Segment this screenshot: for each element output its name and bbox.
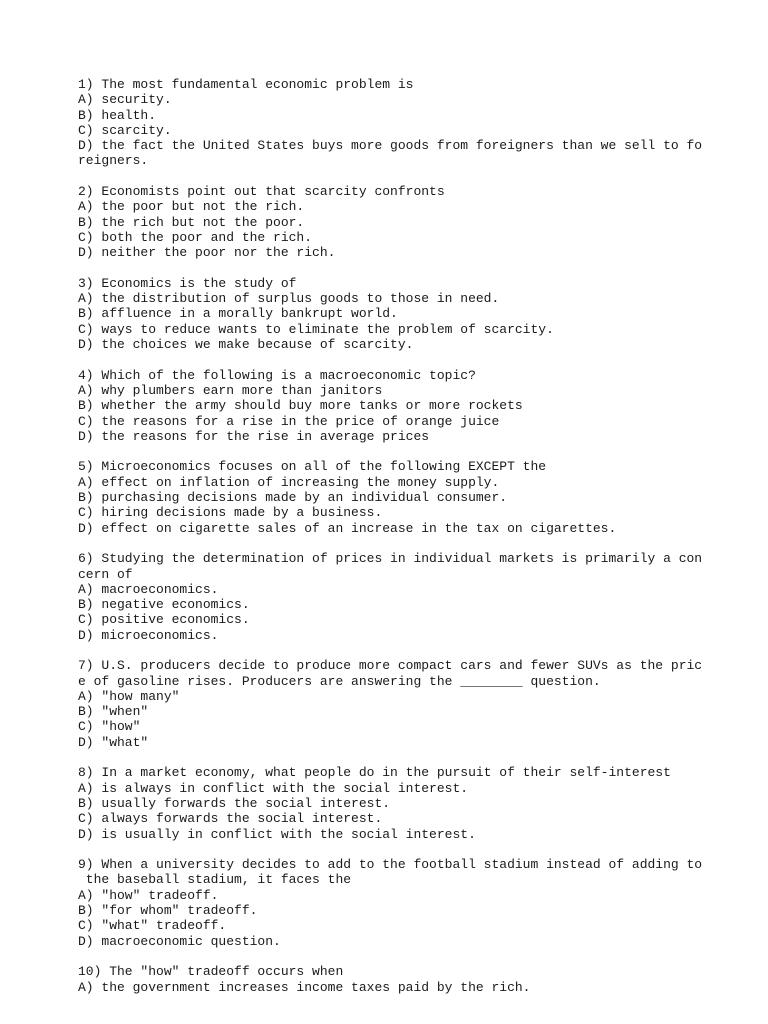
question-line: D) "what": [78, 734, 149, 750]
question-line: C) "how": [78, 719, 141, 735]
question-2: [78, 184, 758, 260]
question-line: D) the fact the United States buys more goods from foreigners than we sell to fo: [78, 138, 703, 154]
question-text: 10) The "how" tradeoff occurs when: [78, 964, 344, 980]
question-line: reigners.: [78, 153, 149, 169]
question-line: C) the reasons for a rise in the price of orange juice: [78, 413, 500, 429]
question-text: 5) Microeconomics focuses on all of the following EXCEPT the: [78, 459, 547, 475]
question-line: B) negative economics.: [78, 597, 250, 613]
question-line: A) the government increases income taxes paid by the rich.: [78, 979, 531, 995]
question-text: 3) Economics is the study of: [78, 275, 297, 291]
question-line: B) "for whom" tradeoff.: [78, 903, 258, 919]
question-line: A) the poor but not the rich.: [78, 199, 305, 215]
question-line: D) the reasons for the rise in average prices: [78, 428, 430, 444]
question-line: B) affluence in a morally bankrupt world.: [78, 306, 398, 322]
question-9: [78, 857, 758, 949]
question-line: A) is always in conflict with the social interest.: [78, 780, 469, 796]
question-line: B) health.: [78, 107, 157, 123]
question-1: [78, 77, 758, 169]
question-line: A) effect on inflation of increasing the money supply.: [78, 474, 500, 490]
question-line: A) "how" tradeoff.: [78, 887, 219, 903]
question-line: A) "how many": [78, 688, 180, 704]
question-line: B) "when": [78, 704, 149, 720]
question-line: B) usually forwards the social interest.: [78, 795, 391, 811]
question-line: A) macroeconomics.: [78, 581, 219, 597]
question-text: 4) Which of the following is a macroeconomic topic?: [78, 367, 476, 383]
question-text: 1) The most fundamental economic problem is: [78, 77, 414, 92]
question-line: e of gasoline rises. Producers are answering the ________ question.: [78, 673, 601, 689]
question-line: the baseball stadium, it faces the: [78, 872, 352, 888]
question-line: C) both the poor and the rich.: [78, 229, 313, 245]
question-line: A) the distribution of surplus goods to those in need.: [78, 291, 500, 307]
question-line: B) the rich but not the poor.: [78, 214, 305, 230]
question-line: cern of: [78, 566, 133, 582]
question-10: [78, 964, 758, 995]
question-line: C) scarcity.: [78, 122, 172, 138]
question-text: 7) U.S. producers decide to produce more compact cars and fewer SUVs as the pric: [78, 658, 703, 674]
question-line: C) "what" tradeoff.: [78, 918, 227, 934]
question-line: D) macroeconomic question.: [78, 933, 281, 949]
question-line: B) whether the army should buy more tanks or more rockets: [78, 398, 523, 414]
question-line: D) the choices we make because of scarcity.: [78, 337, 414, 353]
question-line: C) positive economics.: [78, 612, 250, 628]
question-line: C) ways to reduce wants to eliminate the problem of scarcity.: [78, 321, 554, 337]
question-line: D) is usually in conflict with the social interest.: [78, 826, 476, 842]
question-text: 2) Economists point out that scarcity confronts: [78, 184, 445, 200]
question-line: D) neither the poor nor the rich.: [78, 245, 336, 261]
question-line: D) effect on cigarette sales of an increase in the tax on cigarettes.: [78, 520, 617, 536]
question-text: 8) In a market economy, what people do in the pursuit of their self-interest: [78, 765, 671, 781]
question-text: 9) When a university decides to add to the football stadium instead of adding to: [78, 857, 703, 873]
quiz-document: [78, 77, 758, 1010]
question-3: [78, 276, 758, 352]
question-line: A) why plumbers earn more than janitors: [78, 382, 383, 398]
question-line: D) microeconomics.: [78, 627, 219, 643]
question-5: [78, 459, 758, 535]
question-6: [78, 551, 758, 643]
question-line: B) purchasing decisions made by an individual consumer.: [78, 490, 508, 506]
question-line: C) always forwards the social interest.: [78, 811, 383, 827]
question-text: 6) Studying the determination of prices in individual markets is primarily a con: [78, 551, 703, 567]
question-4: [78, 368, 758, 444]
question-line: C) hiring decisions made by a business.: [78, 505, 383, 521]
question-8: [78, 765, 758, 841]
question-line: A) security.: [78, 92, 172, 108]
question-7: [78, 658, 758, 750]
